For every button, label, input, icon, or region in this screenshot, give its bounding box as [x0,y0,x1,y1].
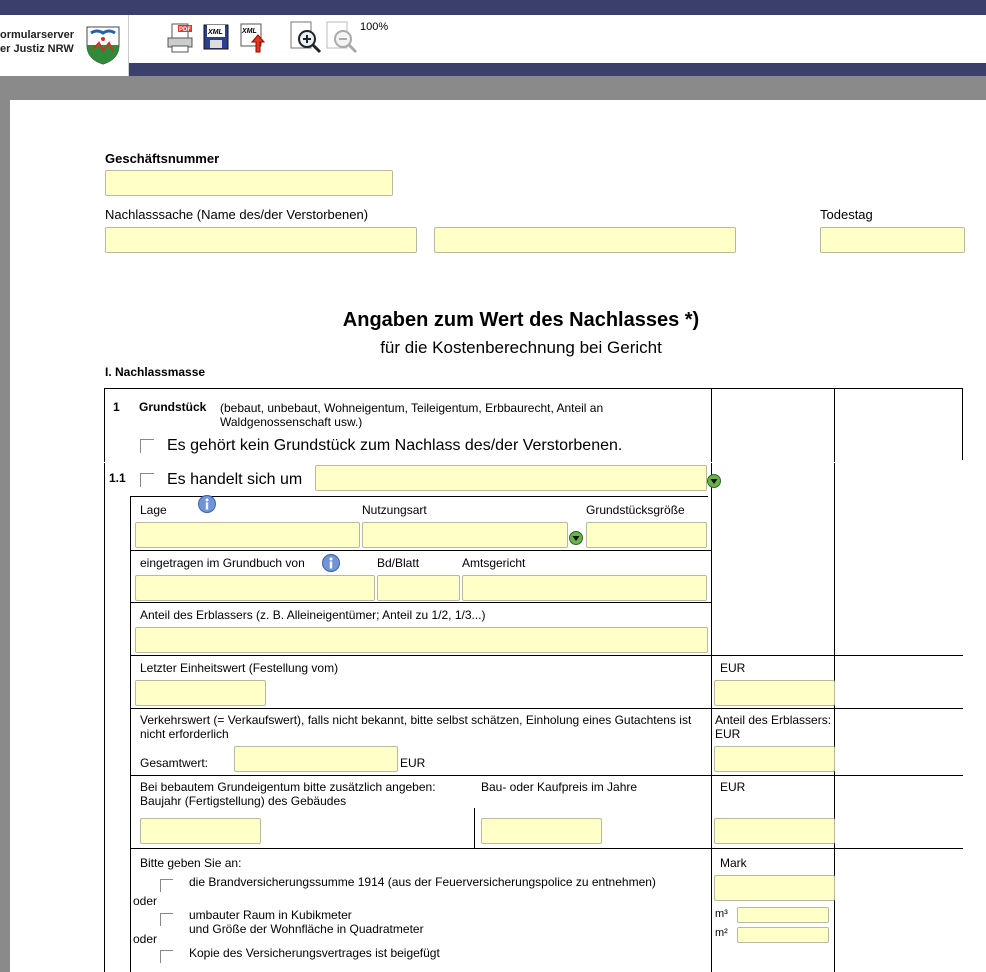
amtsgericht-label: Amtsgericht [462,556,526,570]
sub-row-number: 1.1 [109,471,126,485]
nachlasssache-name-input[interactable] [105,227,417,253]
handelt-sich-checkbox[interactable] [140,473,154,487]
table-border-right [962,388,963,460]
gesamtwert-eur-label: EUR [400,756,426,770]
xml-save-icon[interactable] [201,22,231,54]
kaufpreis-eur-label: EUR [720,780,746,794]
lage-input[interactable] [135,522,360,548]
todestag-label: Todestag [820,207,873,222]
section-title: I. Nachlassmasse [105,365,206,379]
row-line-7 [130,848,963,849]
bd-blatt-label: Bd/Blatt [377,556,420,570]
m2-label: m² [715,927,728,939]
nutzungsart-select[interactable] [362,522,568,548]
bd-blatt-input[interactable] [377,575,460,601]
bebaut-divider [474,808,475,848]
row-line-4 [130,655,963,656]
grundbuch-input[interactable] [135,575,375,601]
todestag-input[interactable] [820,227,965,253]
kaufpreis-jahr-input[interactable] [481,818,602,844]
anteil-input[interactable] [135,627,708,653]
bitte-geben-label: Bitte geben Sie an: [140,856,242,870]
bebaut-label-line2: Baujahr (Fertigstellung) des Gebäudes [140,794,347,808]
row-number: 1 [113,400,120,414]
svg-text:XML: XML [208,29,223,36]
zoom-out-icon[interactable] [325,20,355,52]
kein-grundstueck-label: Es gehört kein Grundstück zum Nachlass des/der Verstorbenen. [167,437,623,454]
row-line-5 [130,708,963,709]
kein-grundstueck-checkbox[interactable] [140,439,154,453]
svg-text:PDF: PDF [179,27,191,33]
toolbar [0,15,986,63]
nav-bar [128,63,986,76]
einheitswert-eur-label: EUR [720,661,746,675]
einheitswert-datum-input[interactable] [135,680,266,706]
xml-export-icon[interactable] [238,22,268,54]
lage-info-icon[interactable] [198,495,216,513]
svg-text:XML: XML [242,28,257,35]
nutzungsart-dropdown-icon[interactable] [569,531,583,545]
einheitswert-label: Letzter Einheitswert (Festellung vom) [140,661,339,675]
grundstueck-label: Grundstück [139,400,207,414]
groesse-input[interactable] [586,522,707,548]
grundstueck-description: (bebaut, unbebaut, Wohneigentum, Teileigentum, Erbbaurecht, Anteil an Waldgenossenschaft usw.) [220,401,604,429]
anteil-erblasser-eur-label: EUR [715,727,741,741]
top-stripe [0,0,986,15]
handelt-sich-label: Es handelt sich um [167,471,303,488]
mark-label: Mark [720,856,747,870]
m3-label: m³ [715,908,728,920]
gesamtwert-input[interactable] [234,746,398,772]
gesamtwert-label: Gesamtwert: [140,756,209,770]
einheitswert-eur-input[interactable] [714,680,835,706]
pdf-print-icon[interactable] [164,22,194,54]
form-subtitle: für die Kostenberechnung bei Gericht [380,338,662,357]
bebaut-label-line1: Bei bebautem Grundeigentum bitte zusätzlich angeben: [140,780,436,794]
grundbuch-info-icon[interactable] [322,554,340,572]
logo-text-line1: ormularserver [0,29,74,41]
logo-text-line2: er Justiz NRW [0,43,74,55]
grundbuch-label: eingetragen im Grundbuch von [140,556,305,570]
form-title: Angaben zum Wert des Nachlasses *) [342,309,700,331]
anteil-erblasser-input[interactable] [714,746,835,772]
row-line-6 [130,775,963,776]
zoom-in-icon[interactable] [289,20,319,52]
lage-label: Lage [140,503,167,517]
anteil-erblasser-label: Anteil des Erblassers: [715,713,832,727]
baujahr-input[interactable] [140,818,261,844]
oder-label-1: oder [133,894,158,908]
quadratmeter-input[interactable] [737,927,829,943]
kaufpreis-label: Bau- oder Kaufpreis im Jahre [481,780,638,794]
groesse-label: Grundstücksgröße [586,503,685,517]
column-divider-inner [130,496,131,972]
table-border-left [104,388,105,972]
row-line-2 [130,550,711,551]
row-gap [104,462,963,463]
nutzungsart-label: Nutzungsart [362,503,427,517]
geschaeftsnummer-input[interactable] [105,170,393,196]
zoom-level: 100% [360,21,389,33]
anteil-label: Anteil des Erblassers (z. B. Alleineigentümer; Anteil zu 1/2, 1/3...) [140,608,486,622]
nachlasssache-vorname-input[interactable] [434,227,736,253]
row-line-3 [130,602,711,603]
umbauter-raum-checkbox[interactable] [160,913,173,926]
grundstueck-art-dropdown-icon[interactable] [707,474,721,488]
grundstueck-art-select[interactable] [315,465,707,491]
kubikmeter-input[interactable] [737,907,829,923]
amtsgericht-input[interactable] [462,575,707,601]
logo [0,15,129,76]
brandversicherung-label: die Brandversicherungssumme 1914 (aus der Feuerversicherungspolice zu entnehmen) [189,875,656,889]
nrw-coat-of-arms-icon [85,25,121,65]
kopie-checkbox[interactable] [160,950,173,963]
nachlasssache-label: Nachlasssache (Name des/der Verstorbenen) [105,207,369,222]
verkehrswert-label: Verkehrswert (= Verkaufswert), falls nicht bekannt, bitte selbst schätzen, Einholung eines Gutachtens ist nicht erforderlich [140,713,692,741]
geschaeftsnummer-label: Geschäftsnummer [105,151,220,166]
umbauter-label-line1: umbauter Raum in Kubikmeter [189,908,352,922]
umbauter-label-line2: und Größe der Wohnfläche in Quadratmeter [189,922,424,936]
row-line-1 [130,496,708,497]
kaufpreis-eur-input[interactable] [714,818,835,844]
brandversicherung-checkbox[interactable] [160,879,173,892]
mark-input[interactable] [714,875,835,901]
kopie-label: Kopie des Versicherungsvertrages ist beigefügt [189,946,440,960]
oder-label-2: oder [133,932,158,946]
